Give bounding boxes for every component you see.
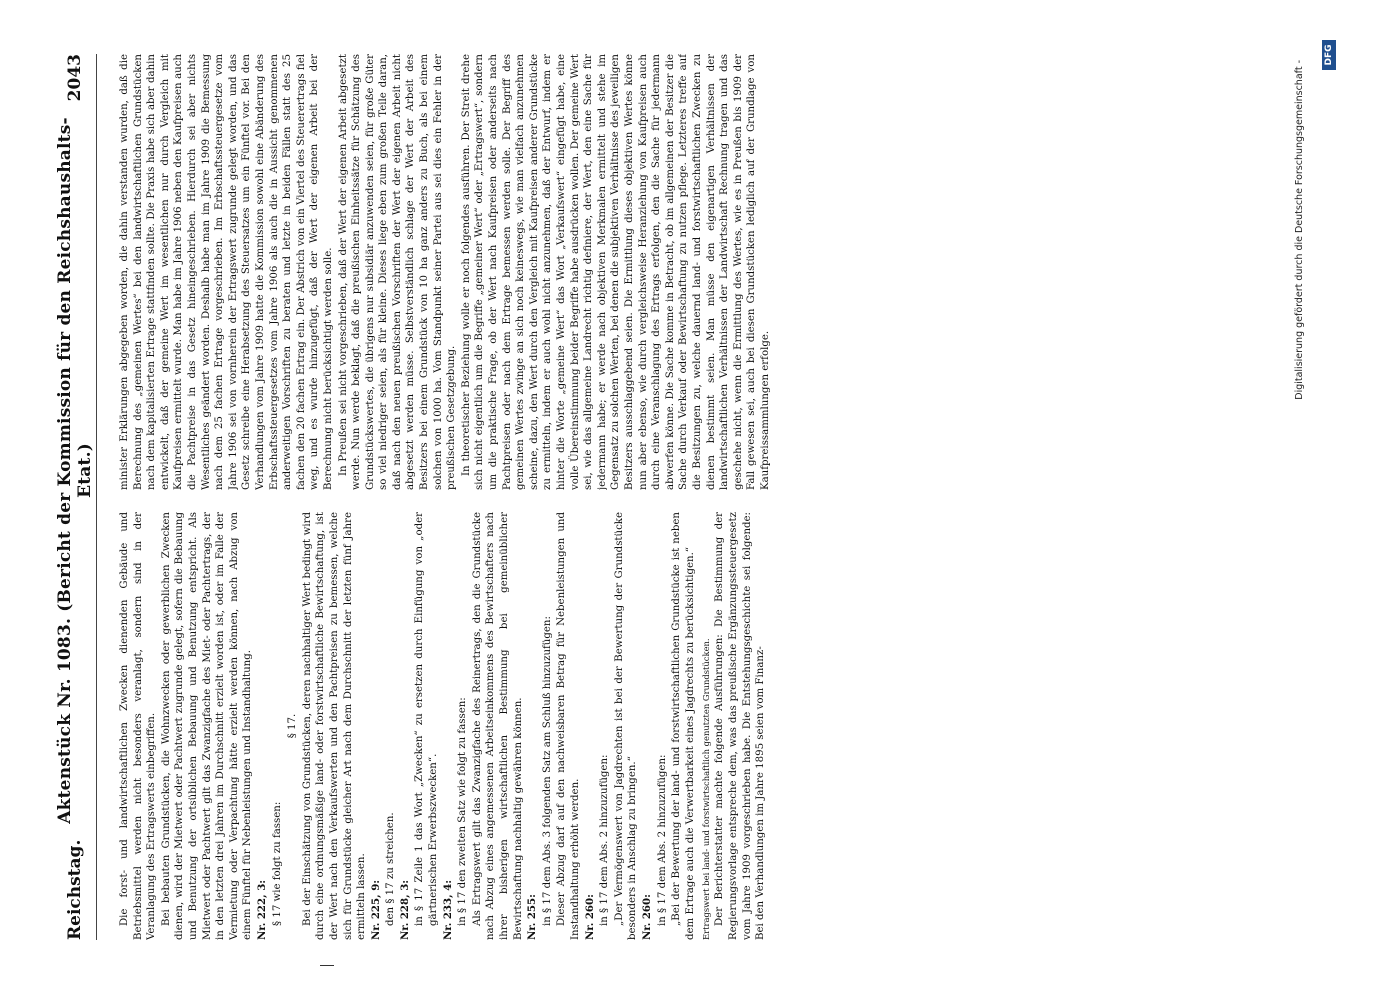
left-column bbox=[118, 512, 1281, 940]
page-number: 2043 bbox=[65, 54, 85, 102]
motion-text: in § 17 dem Abs. 2 hinzuzufügen: bbox=[599, 754, 611, 926]
motion-text: in § 17 Zeile 1 das Wort „Zwecken“ zu ersetzen durch Einfügung von „oder gärtnerischen Erwerbszwecken“. bbox=[414, 512, 440, 926]
motion-text: in § 17 den zweiten Satz wie folgt zu fassen: bbox=[457, 697, 469, 926]
right-column bbox=[118, 54, 1281, 490]
paragraph: Bei bebauten Grundstücken, die Wohnzwecken oder gewerblichen Zwecken dienen, wird der Mietwert oder Pachtwert zugrunde gelegt, sofern die Bebauung und Benutzung der ortsüblichen Bebauung und Benutzung entspricht. Als Mietwert oder Pachtwert gilt das Zwanzigfache des Miet- oder Pachtertrags, der in den letzten drei Jahren im Durchschnitt erzielt worden ist, oder im Falle der Vermietung oder Verpachtung hätte erzielt werden können, nach Abzug von einem Fünftel für Nebenleistungen und Instandhaltung. bbox=[160, 512, 254, 940]
motion-number: Nr. 255: bbox=[526, 894, 539, 940]
paragraph: In theoretischer Beziehung wolle er noch folgendes ausführen. Der Streit drehe sich nicht eigentlich um die Begriffe „gemeiner Wert“ oder „Ertragswert“, sondern um die praktische Frage, ob der Wert nach Kaufpreisen oder anderseits nach Pachtpreisen oder nach dem Ertrage bemessen werden solle. Der Begriff des gemeinen Wertes zwinge an sich noch keineswegs, wie man vielfach anzunehmen scheine, dazu, den Wert durch den Vergleich mit Kaufpreisen anderer Grundstücke zu ermitteln, indem er auch wohl nicht anzunehmen, daß der Entwurf, indem er hinter die Worte „gemeine Wert“ das Wort „Verkaufswert“ eingefügt habe, eine volle Übereinstimmung beider Begriffe habe ausdrücken wollen. Der gemeine Wert sei, wie das allgemeine Landrecht richtig definiere, der Wert, den eine Sache für jedermann habe; er werde nach objektiven Merkmalen ermittelt und stehe im Gegensatz zu solchen Werten, bei denen die subjektiven Verhältnisse des jeweiligen Besitzers ausschlaggebend seien. Die Ermittlung dieses objektiven Wertes könne nun aber ebenso, wie durch vergleichsweise Heranziehung von Kaufpreisen auch durch eine Veranschlagung des Ertrags erfolgen, den die Sache für jedermann abwerfen könne. Die Sache komme in Betracht, ob im allgemeinen der Besitzer die Sache durch Verkauf oder Bewirtschaftung zu nutzen pflege. Letzteres treffe auf die Besitzungen zu, welche dauernd land- und forstwirtschaftlichen Zwecken zu dienen bestimmt seien. Man müsse den eigenartigen Verhältnissen der landwirtschaftlichen Verhältnissen der Landwirtschaft Rechnung tragen und das geschehe nicht, wenn die Ermittlung des Wertes, wie es in Preußen bis 1909 der Fall gewesen sei, auch bei diesen Grundstücken lediglich auf der Grundlage von Kaufpreissammlungen erfolge. bbox=[460, 54, 771, 490]
motion-item bbox=[442, 512, 456, 940]
motion-number: Nr. 260: bbox=[583, 894, 596, 940]
motion-item bbox=[256, 512, 270, 940]
header-left: Reichstag. bbox=[65, 839, 85, 940]
paragraph: minister Erklärungen abgegeben worden, die dahin verstanden wurden, daß die Berechnung des „gemeinen Wertes“ bei den landwirtschaftlichen Grundstücken nach dem kapitalisierten Ertrage stattfinden sollte. Die Praxis habe sich aber dahin entwickelt, daß der gemeine Wert im wesentlichen nur durch Vergleich mit Kaufpreisen ermittelt wurde. Man habe im Jahre 1906 neben den Kaufpreisen auch die Pachtpreise in das Gesetz hineingeschrieben. Hierdurch sei aber nichts Wesentliches geändert worden. Deshalb habe man im Jahre 1909 die Bemessung nach dem 25 fachen Ertrage vorgeschrieben. Im Erbschaftssteuergesetze vom Jahre 1906 sei von vornherein der Ertragswert zugrunde gelegt worden, und das Gesetz schreibe eine Herabsetzung des Steuersatzes um ein Fünftel vor. Bei den Verhandlungen vom Jahre 1909 hatte die Kommission sowohl eine Abänderung des Erbschaftssteuergesetzes vom Jahre 1906 als auch die in Aussicht genommenen anderweitigen Vorschriften zu beraten und letzte in beiden Fällen statt des 25 fachen den 20 fachen Ertrag ein. Der Abstrich von ein Viertel des Steuerertrags fiel weg, und es wurde hinzugefügt, daß der Wert der eigenen Arbeit bei der Berechnung nicht berücksichtigt werden solle. bbox=[119, 54, 334, 490]
paragraph: Als Ertragswert gilt das Zwanzigfache des Reinertrags, den die Grundstücke nach Abzug eines angemessenen Arbeitseinkommens des Bewirtschafters nach ihrer bisherigen wirtschaftlichen Bestimmung bei gemeinüblicher Bewirtschaftung nachhaltig gewähren können. bbox=[471, 512, 524, 940]
paragraph: „Der Vermögenswert von Jagdrechten ist bei der Bewertung der Grundstücke besonders in Anschlag zu bringen.“ bbox=[613, 512, 639, 940]
motion-number: Nr. 225, 9: bbox=[369, 879, 382, 940]
paragraph: „Bei der Bewertung der land- und forstwirtschaftlichen Grundstücke ist neben dem Ertrage auch die Verwertbarkeit eines Jagdrechts zu berücksichtigen.“ bbox=[671, 512, 696, 940]
page-header bbox=[54, 54, 97, 940]
paragraph: Bei der Einschätzung von Grundstücken, deren nachhaltiger Wert bedingt wird durch eine ordnungsmäßige land- oder forstwirtschaftliche Bewirtschaftung, ist der Wert nach den Verkaufswerten und den Pachtpreisen zu bemessen, welche sich für Grundstücke gleicher Art nach dem Durchschnitt der letzten fünf Jahre ermitteln lassen. bbox=[301, 512, 368, 940]
motion-item bbox=[399, 512, 413, 940]
section-heading: § 17. bbox=[287, 713, 299, 739]
header-title: Aktenstück Nr. 1083. (Bericht der Kommission für den Reichshaushalts-Etat.) bbox=[55, 117, 95, 824]
motion-number: Nr. 222, 3: bbox=[255, 879, 268, 940]
motion-item bbox=[526, 512, 540, 940]
digitization-credit: Digitalisierung gefördert durch die Deutsche Forschungsgemeinschaft - bbox=[1294, 60, 1305, 400]
motion-number: Nr. 260: bbox=[640, 894, 653, 940]
motion-text: in § 17 dem Abs. 2 hinzuzufügen: bbox=[656, 754, 668, 926]
paragraph: Die forst- und landwirtschaftlichen Zwecken dienenden Gebäude und Betriebsmittel werden nicht besonders veranlagt, sondern sind in der Veranlagung des Ertragswerts einbegriffen. bbox=[119, 512, 158, 940]
motion-item bbox=[584, 512, 598, 940]
motion-number: Nr. 233, 4: bbox=[441, 879, 454, 940]
motion-text: § 17 wie folgt zu fassen: bbox=[271, 801, 283, 926]
dfg-logo: DFG bbox=[1322, 40, 1336, 70]
motion-item bbox=[641, 512, 655, 940]
motion-text: in § 17 dem Abs. 3 folgenden Satz am Schluß hinzuzufügen: bbox=[541, 616, 553, 926]
paragraph: Dieser Abzug darf auf den nachweisbaren Betrag für Nebenleistungen und Instandhaltung erhöht werden. bbox=[556, 512, 581, 940]
motion-item bbox=[370, 512, 384, 940]
side-note: Ertragswert bei land- und forstwirtschaftlich genutzten Grundstücken. bbox=[701, 638, 712, 940]
motion-number: Nr. 228, 3: bbox=[398, 879, 411, 940]
paragraph: In Preußen sei nicht vorgeschrieben, daß der Wert der eigenen Arbeit abgesetzt werde. Nun werde beklagt, daß die preußischen Einheitssätze für Schätzung des Grundstückswertes, die übrigens nur subsidiär anzuwenden seien, für große Güter so viel niedriger seien, als für kleine. Dieses liege eben zum großen Teile daran, daß nach den neuen preußischen Vorschriften der Wert der eigenen Arbeit nicht abgesetzt werden müsse. Selbstverständlich schlage der Wert der Arbeit des Besitzers bei einem Grundstück von 10 ha ganz anders zu Buch, als bei einem solchen von 1000 ha. Vom Standpunkt seiner Partei aus sei dies ein Fehler in der preußischen Gesetzgebung. bbox=[337, 54, 458, 490]
motion-text: den § 17 zu streichen. bbox=[385, 812, 397, 926]
paragraph: Der Berichterstatter machte folgende Ausführungen: Die Bestimmung der Regierungsvorlage entspreche dem, was das preußische Ergänzungssteuergesetz vom Jahre 1909 vorgeschrieben habe. Die Entstehungsgeschichte sei folgende: Bei den Verhandlungen im Jahre 1895 seien vom Finanz- bbox=[714, 512, 767, 940]
margin-mark bbox=[320, 965, 334, 966]
